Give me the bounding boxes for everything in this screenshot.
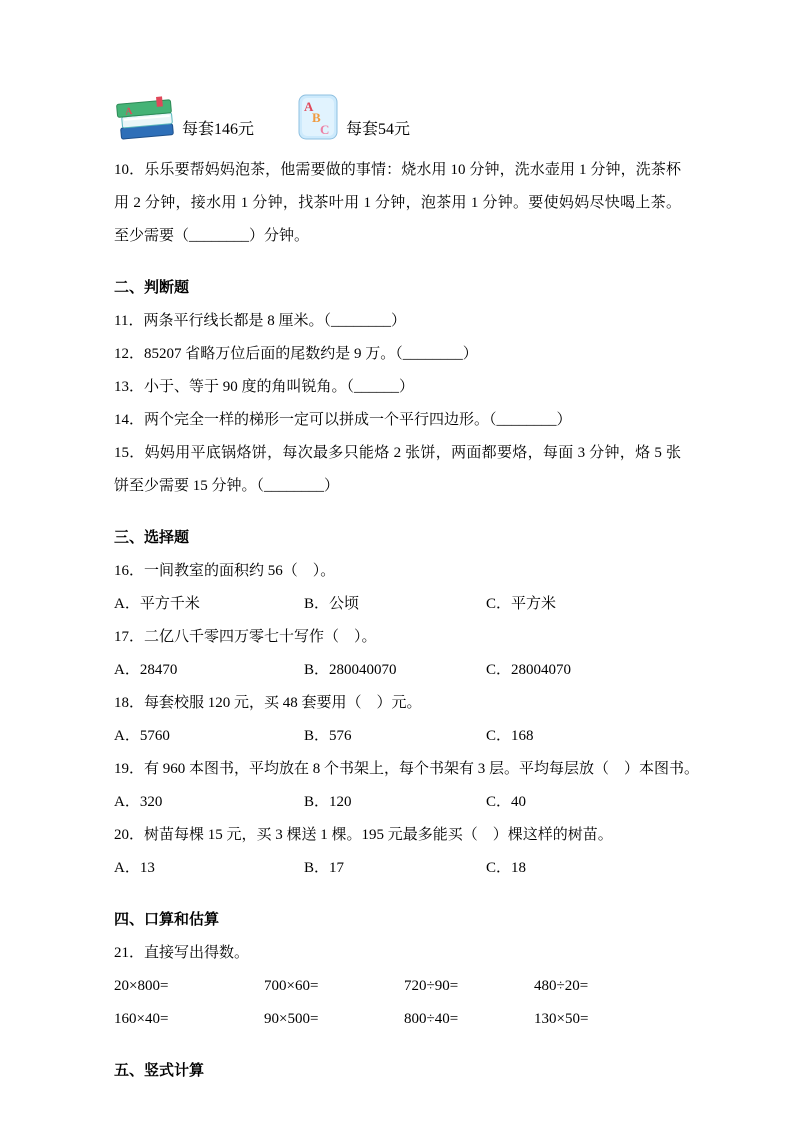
abc-price-label: 每套54元 [346, 121, 411, 138]
option-20-a: A．13 [114, 860, 155, 876]
question-17-stem: 17．二亿八千零四万零七十写作（ ）。 [114, 629, 377, 645]
question-16-options [114, 588, 681, 621]
option-18-b: B．576 [304, 728, 352, 744]
calc-expression: 130×50= [534, 1011, 589, 1027]
question-12: 12．85207 省略万位后面的尾数约是 9 万。（________） [114, 346, 478, 362]
svg-text:A: A [124, 106, 133, 118]
section-title-choice: 三、选择题 [114, 530, 190, 546]
option-19-c: C．40 [486, 794, 527, 810]
option-17-b: B．280040070 [304, 662, 397, 678]
option-18-a: A．5760 [114, 728, 170, 744]
option-16-b: B．公顷 [304, 596, 360, 612]
question-21: 21．直接写出得数。 [114, 945, 250, 961]
section-title-vertical-calc: 五、竖式计算 [114, 1063, 205, 1079]
question-18-stem: 18．每套校服 120 元，买 48 套要用（ ）元。 [114, 695, 422, 711]
question-13: 13．小于、等于 90 度的角叫锐角。（______） [114, 379, 415, 395]
option-16-a: A．平方千米 [114, 596, 200, 612]
question-11: 11．两条平行线长都是 8 厘米。（________） [114, 313, 406, 329]
question-19-options [114, 786, 681, 819]
calc-expression: 480÷20= [534, 978, 589, 994]
option-18-c: C．168 [486, 728, 534, 744]
question-17-options [114, 654, 681, 687]
question-20-stem: 20．树苗每棵 15 元，买 3 棵送 1 棵。195 元最多能买（ ）棵这样的树苗。 [114, 827, 613, 843]
calc-expression: 720÷90= [404, 978, 459, 994]
section-title-judgment: 二、判断题 [114, 280, 190, 296]
option-17-c: C．28004070 [486, 662, 572, 678]
svg-text:C: C [320, 122, 330, 137]
calc-expression: 160×40= [114, 1011, 169, 1027]
svg-text:B: B [312, 110, 321, 125]
question-10: 10．乐乐要帮妈妈泡茶，他需要做的事情：烧水用 10 分钟，洗水壶用 1 分钟，洗茶杯用 2 分钟，接水用 1 分钟，找茶叶用 1 分钟，泡茶用 1 分钟。要使妈妈尽快喝上茶。至少需要（________）分钟。 [114, 162, 681, 244]
question-14: 14．两个完全一样的梯形一定可以拼成一个平行四边形。（________） [114, 412, 572, 428]
option-20-b: B．17 [304, 860, 345, 876]
option-19-b: B．120 [304, 794, 352, 810]
question-15: 15．妈妈用平底锅烙饼，每次最多只能烙 2 张饼，两面都要烙，每面 3 分钟，烙 5 张饼至少需要 15 分钟。（________） [114, 445, 681, 494]
option-17-a: A．28470 [114, 662, 178, 678]
option-16-c: C．平方米 [486, 596, 557, 612]
svg-text:A: A [304, 99, 314, 114]
section-title-oral-calc: 四、口算和估算 [114, 912, 220, 928]
option-19-a: A．320 [114, 794, 163, 810]
question-20-options [114, 852, 681, 885]
calc-expression: 700×60= [264, 978, 319, 994]
question-19-stem: 19．有 960 本图书，平均放在 8 个书架上，每个书架有 3 层。平均每层放（ ）本图书。 [114, 761, 700, 777]
calc-row-1 [114, 970, 681, 1003]
calc-expression: 800÷40= [404, 1011, 459, 1027]
option-20-c: C．18 [486, 860, 527, 876]
books-price-label: 每套146元 [182, 121, 255, 138]
calc-row-2 [114, 1003, 681, 1036]
calc-expression: 20×800= [114, 978, 169, 994]
abc-book-icon [296, 92, 340, 142]
question-16-stem: 16．一间教室的面积约 56（ ）。 [114, 563, 336, 579]
calc-expression: 90×500= [264, 1011, 319, 1027]
question-18-options [114, 720, 681, 753]
price-figures [114, 88, 681, 142]
books-stack-icon [114, 90, 176, 142]
